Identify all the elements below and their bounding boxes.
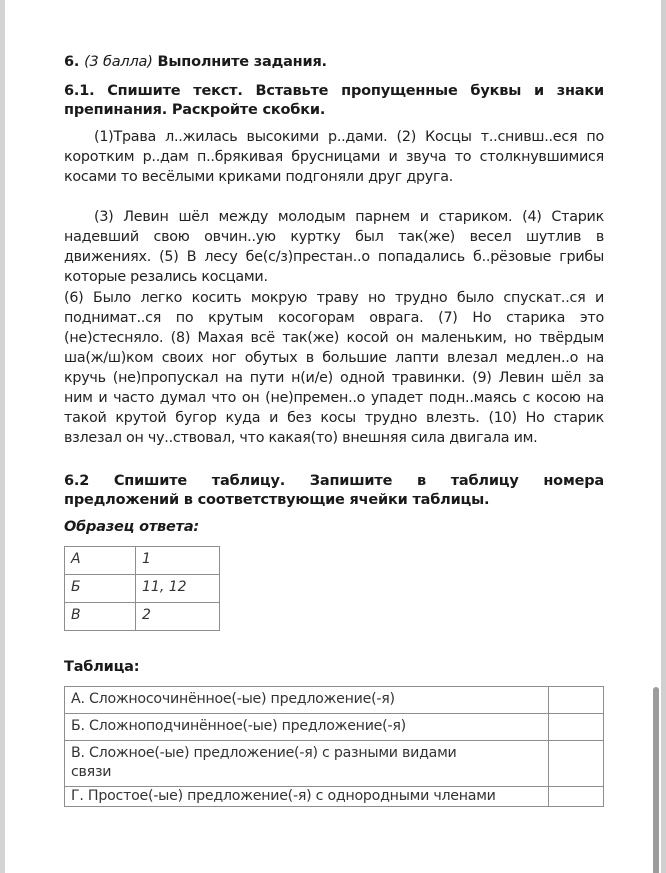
answer-cell (549, 741, 604, 787)
task-title: Выполните задания. (157, 54, 327, 70)
text-paragraph-3: (6) Было легко косить мокрую траву но трудно было спускат..ся и поднимат..ся по крутым косогорам оврага. (7) Но старика это (не)стесняло. (8) Махая всё так(же) косой он маленьким, но твёрдым ша(ж/ш)ком своих ног обутых в большие лапти влезал медлен..о на кручь (не)пропускал на пути н(и/е) одной травинки. (9) Левин шёл за ним и часто думал что он (не)премен..о упадет подн..маясь с косою на такой крутой бугор куда и без косы трудно влезть. (10) Но старик взлезал он чу..ствовал, что какая(то) внешняя сила двигала им. (64, 290, 604, 446)
sample-value: 11, 12 (136, 575, 220, 603)
row-label: В. Сложное(-ые) предложение(-я) с разными видами связи (65, 741, 549, 787)
text-paragraph-2: (3) Левин шёл между молодым парнем и стариком. (4) Старик надевший свою овчин..ую куртку был так(же) весел шутлив в движениях. (5) В лесу бе(с/з)престан..о попадались б..рёзовые грибы которые резались косцами. (64, 209, 604, 285)
answer-table (64, 686, 604, 807)
task-number: 6. (64, 54, 80, 70)
row-label: Б. Сложноподчинённое(-ые) предложение(-я) (65, 714, 549, 741)
sample-key: В (65, 603, 136, 631)
viewer-left-edge (0, 0, 5, 873)
sample-key: А (65, 547, 136, 575)
sample-row (65, 575, 220, 603)
scrollbar-thumb[interactable] (653, 687, 659, 873)
task-heading (64, 54, 327, 70)
sample-value: 1 (136, 547, 220, 575)
viewer-scrollbar-track[interactable] (661, 0, 666, 873)
row-label: Г. Простое(-ые) предложение(-я) с однородными членами (65, 787, 549, 807)
row-label: А. Сложносочинённое(-ые) предложение(-я) (65, 687, 549, 714)
sample-key: Б (65, 575, 136, 603)
table-row (65, 741, 604, 787)
table-row (65, 787, 604, 807)
sample-value: 2 (136, 603, 220, 631)
answer-table-label: Таблица: (64, 659, 140, 675)
sample-row (65, 603, 220, 631)
task-6-2-heading: 6.2 Спишите таблицу. Запишите в таблицу номера предложений в соответствующие ячейки таблицы. (64, 473, 604, 508)
sample-row (65, 547, 220, 575)
table-row (65, 714, 604, 741)
answer-cell (549, 787, 604, 807)
sample-answer-table (64, 546, 220, 631)
table-row (65, 687, 604, 714)
sample-answer-label: Образец ответа: (64, 519, 200, 535)
text-paragraph-1: (1)Трава л..жилась высокими р..дами. (2) Косцы т..снивш..еся по коротким р..дам п..брякивая брусницами и звуча то столкнувшимися косами то весёлыми криками подгоняли друг друга. (64, 129, 604, 185)
answer-cell (549, 687, 604, 714)
task-points: (3 балла) (84, 54, 153, 70)
answer-cell (549, 714, 604, 741)
task-6-1-heading: 6.1. Спишите текст. Вставьте пропущенные буквы и знаки препинания. Раскройте скобки. (64, 83, 604, 118)
